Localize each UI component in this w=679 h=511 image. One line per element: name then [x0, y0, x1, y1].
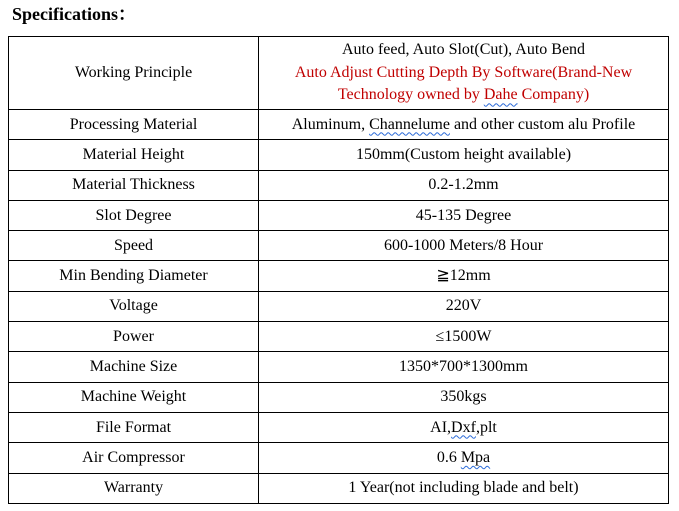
- row-value: 600-1000 Meters/8 Hour: [259, 231, 669, 261]
- table-row: [9, 322, 669, 352]
- page-title: Specifications：: [12, 4, 136, 24]
- row-value: [259, 110, 669, 140]
- row-label: Min Bending Diameter: [9, 261, 259, 291]
- line-3-suffix: Company): [517, 86, 590, 104]
- brand-name: Dahe: [483, 86, 518, 104]
- table-row: [9, 170, 669, 200]
- working-principle-line-1: Auto feed, Auto Slot(Cut), Auto Bend: [341, 41, 586, 59]
- row-label: Material Thickness: [9, 170, 259, 200]
- table-row: [9, 200, 669, 230]
- row-value: 1 Year(not including blade and belt): [259, 473, 669, 503]
- row-label: Working Principle: [9, 37, 259, 110]
- table-row: [9, 37, 669, 110]
- row-value: [259, 412, 669, 442]
- value-prefix: Aluminum,: [291, 115, 370, 133]
- row-label: Speed: [9, 231, 259, 261]
- value-word: Channelume: [369, 115, 450, 133]
- row-label: Machine Weight: [9, 382, 259, 412]
- row-value: 220V: [259, 291, 669, 321]
- line-3-prefix: Technology owned by: [337, 86, 484, 104]
- row-label: Slot Degree: [9, 200, 259, 230]
- table-row: [9, 473, 669, 503]
- table-row: [9, 140, 669, 170]
- value-word: Dxf: [451, 418, 476, 436]
- table-row: [9, 382, 669, 412]
- row-label: Voltage: [9, 291, 259, 321]
- specifications-table: [8, 36, 669, 504]
- row-label: Machine Size: [9, 352, 259, 382]
- working-principle-line-3: [263, 84, 664, 107]
- row-value: 350kgs: [259, 382, 669, 412]
- table-row: [9, 412, 669, 442]
- row-value: 150mm(Custom height available): [259, 140, 669, 170]
- value-word: Mpa: [460, 448, 491, 466]
- table-row: [9, 443, 669, 473]
- value-suffix: and other custom alu Profile: [449, 115, 636, 133]
- value-suffix: ,plt: [475, 418, 497, 436]
- row-value: 1350*700*1300mm: [259, 352, 669, 382]
- row-label: Material Height: [9, 140, 259, 170]
- working-principle-line-2: Auto Adjust Cutting Depth By Software(Brand-New: [294, 63, 633, 81]
- row-label: Processing Material: [9, 110, 259, 140]
- row-value: [259, 37, 669, 110]
- table-row: [9, 352, 669, 382]
- row-label: Warranty: [9, 473, 259, 503]
- row-value: ≤1500W: [259, 322, 669, 352]
- table-row: [9, 231, 669, 261]
- row-value: [259, 443, 669, 473]
- table-row: [9, 261, 669, 291]
- row-label: Power: [9, 322, 259, 352]
- row-label: File Format: [9, 412, 259, 442]
- row-value: 0.2-1.2mm: [259, 170, 669, 200]
- row-value: 45-135 Degree: [259, 200, 669, 230]
- row-value: ≧12mm: [259, 261, 669, 291]
- row-label: Air Compressor: [9, 443, 259, 473]
- value-prefix: 0.6: [436, 448, 461, 466]
- value-prefix: AI,: [430, 418, 452, 436]
- table-row: [9, 110, 669, 140]
- table-row: [9, 291, 669, 321]
